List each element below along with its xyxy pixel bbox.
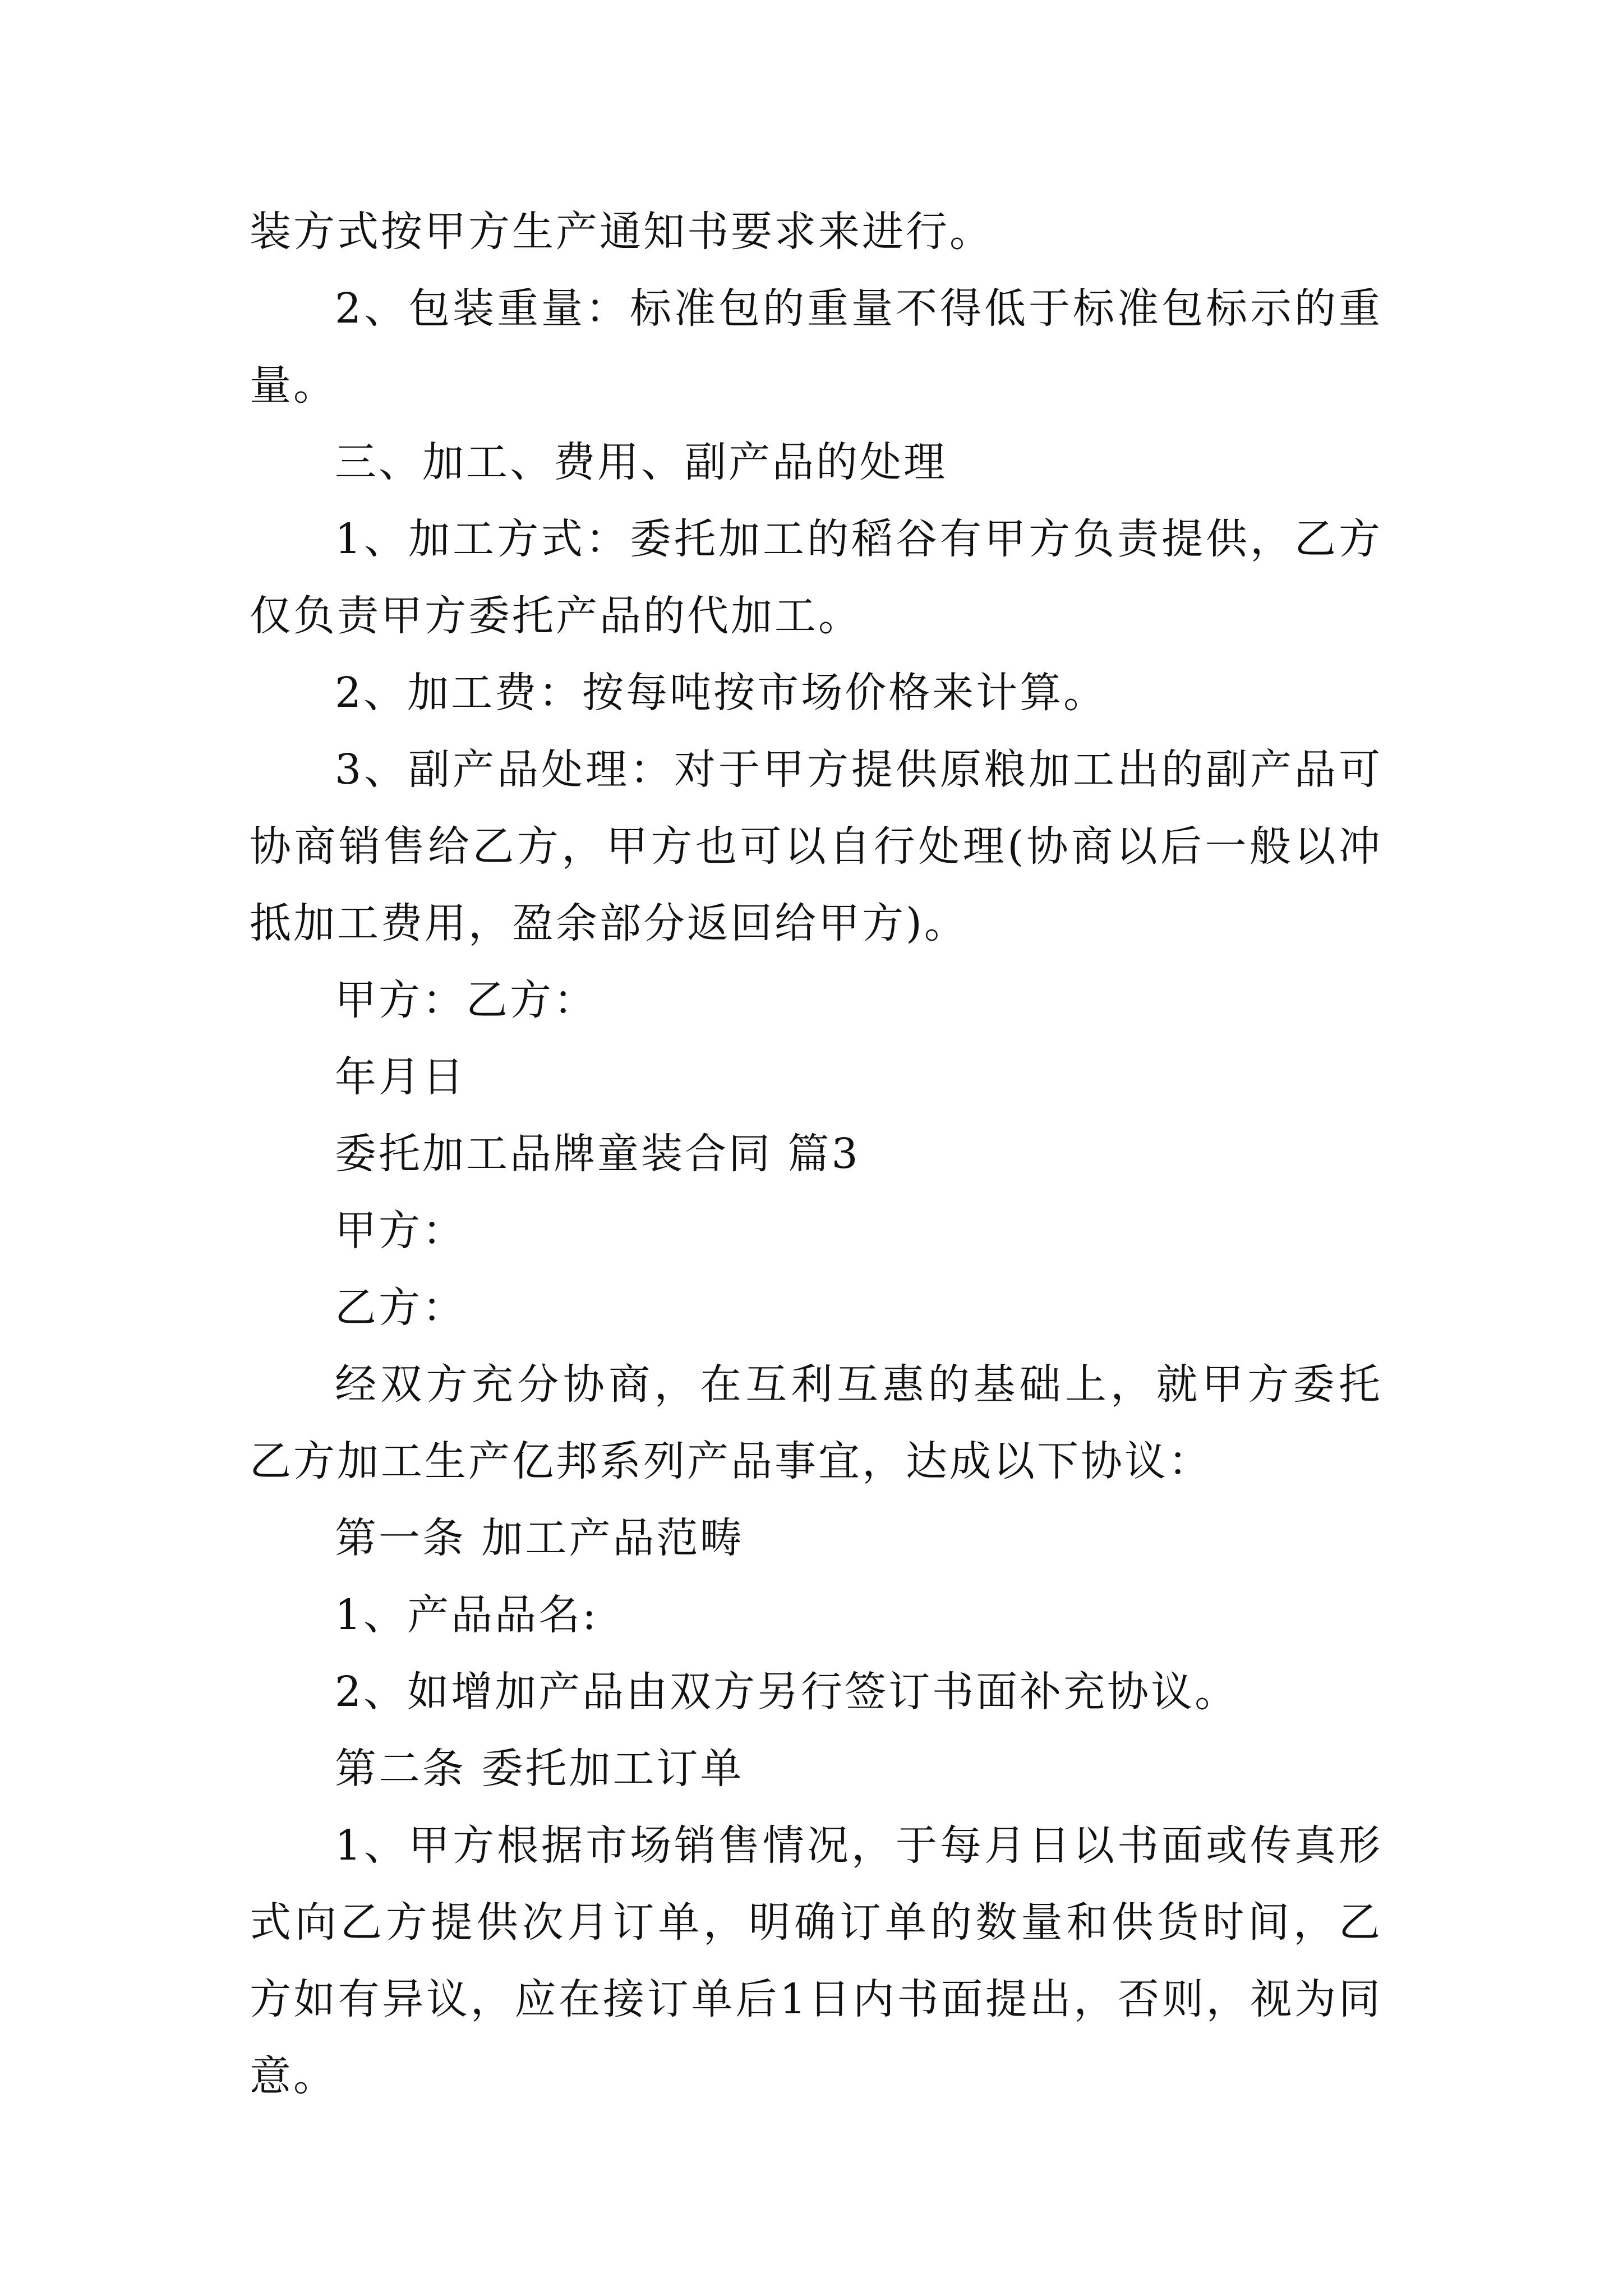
paragraph: 经双方充分协商，在互利互惠的基础上，就甲方委托乙方加工生产亿邦系列产品事宜，达成以下协议： xyxy=(250,1360,1382,1485)
paragraph: 3、副产品处理：对于甲方提供原粮加工出的副产品可协商销售给乙方，甲方也可以自行处理(协商以后一般以冲抵加工费用，盈余部分返回给甲方)。 xyxy=(250,746,1382,947)
article-heading: 第一条 加工产品范畴 xyxy=(335,1514,744,1562)
article-heading: 第二条 委托加工订单 xyxy=(335,1745,744,1793)
date-line: 年月日 xyxy=(335,1053,466,1101)
paragraph: 1、产品品名: xyxy=(335,1591,599,1639)
paragraph: 2、如增加产品由双方另行签订书面补充协议。 xyxy=(335,1668,1239,1716)
signature-line: 甲方：乙方： xyxy=(335,976,597,1024)
contract-title: 委托加工品牌童装合同 篇3 xyxy=(335,1130,860,1178)
party-b-line: 乙方： xyxy=(335,1283,466,1332)
paragraph: 装方式按甲方生产通知书要求来进行。 xyxy=(250,208,993,256)
party-a-line: 甲方： xyxy=(335,1207,466,1255)
paragraph: 2、包装重量：标准包的重量不得低于标准包标示的重量。 xyxy=(250,284,1382,409)
paragraph: 2、加工费：按每吨按市场价格来计算。 xyxy=(335,669,1108,717)
paragraph: 1、加工方式：委托加工的稻谷有甲方负责提供，乙方仅负责甲方委托产品的代加工。 xyxy=(250,515,1382,640)
paragraph: 1、甲方根据市场销售情况，于每月日以书面或传真形式向乙方提供次月订单，明确订单的数量和供货时间，乙方如有异议，应在接订单后1日内书面提出，否则，视为同意。 xyxy=(250,1821,1382,2100)
section-heading: 三、加工、费用、副产品的处理 xyxy=(335,438,947,486)
document-body xyxy=(250,194,1382,2115)
